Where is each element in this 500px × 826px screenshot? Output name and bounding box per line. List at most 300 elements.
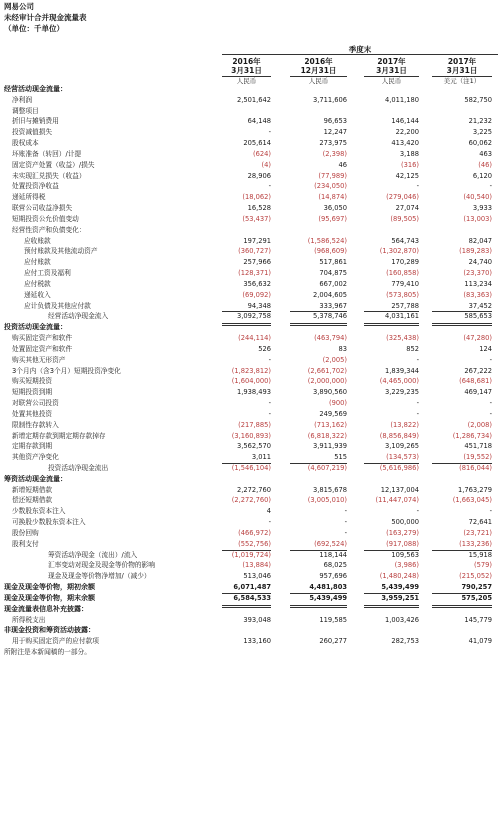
table-cell: (6,818,322) xyxy=(307,431,347,440)
table-cell: (23,370) xyxy=(463,269,492,278)
column-3-currency: 人民币 xyxy=(381,77,402,85)
table-cell: 4,031,161 xyxy=(384,312,419,321)
table-cell: 3,959,251 xyxy=(381,593,419,602)
table-cell: (128,371) xyxy=(238,269,271,278)
table-cell: 72,641 xyxy=(468,518,492,527)
table-row xyxy=(0,431,500,442)
table-cell: 170,289 xyxy=(391,258,419,267)
table-row xyxy=(0,539,500,550)
table-cell: 3,011 xyxy=(251,453,271,462)
table-row xyxy=(0,571,500,582)
table-cell: (3,160,893) xyxy=(231,431,271,440)
table-row xyxy=(0,495,500,506)
table-cell: 133,160 xyxy=(243,637,271,646)
row-label: 坏账准备（转回）/计提 xyxy=(12,149,82,158)
table-cell: (816,044) xyxy=(459,463,492,472)
table-cell: (13,003) xyxy=(463,214,492,223)
table-cell: - xyxy=(268,518,271,527)
table-row xyxy=(0,604,500,615)
table-row xyxy=(0,171,500,182)
row-label: 应计负债及其他应付款 xyxy=(24,301,91,310)
table-cell: (360,727) xyxy=(238,247,271,256)
row-label: 对联营公司投资 xyxy=(12,399,59,408)
table-cell: 957,696 xyxy=(319,572,347,581)
row-label: 少数股东资本注入 xyxy=(12,507,66,516)
table-row xyxy=(0,441,500,452)
table-cell: (1,019,724) xyxy=(231,550,271,559)
table-row xyxy=(0,333,500,344)
table-cell: - xyxy=(268,399,271,408)
table-cell: (900) xyxy=(329,399,347,408)
row-label: 偿还短期借款 xyxy=(12,496,53,505)
table-cell: (134,573) xyxy=(386,453,419,462)
table-cell: (244,114) xyxy=(238,334,271,343)
table-cell: 145,779 xyxy=(464,615,492,624)
cash-flow-table xyxy=(0,84,500,658)
table-cell: (579) xyxy=(474,561,492,570)
table-cell: 83 xyxy=(338,344,347,353)
table-cell: 1,763,279 xyxy=(457,485,492,494)
table-cell: 273,975 xyxy=(319,139,347,148)
table-row xyxy=(0,344,500,355)
table-cell: 260,277 xyxy=(319,637,347,646)
table-cell: 124 xyxy=(479,344,492,353)
table-cell: 585,653 xyxy=(464,312,492,321)
table-cell: 3,109,265 xyxy=(384,442,419,451)
row-label: 递延所得税 xyxy=(12,193,46,202)
table-row xyxy=(0,550,500,561)
table-cell: 27,074 xyxy=(395,204,419,213)
table-row xyxy=(0,268,500,279)
table-cell: 42,125 xyxy=(395,171,419,180)
table-cell: - xyxy=(416,507,419,516)
table-cell: 96,653 xyxy=(323,117,347,126)
period-group-rule xyxy=(222,54,498,55)
table-cell: 46 xyxy=(338,160,347,169)
table-cell: 3,911,939 xyxy=(312,442,347,451)
table-row xyxy=(0,485,500,496)
row-label: 限制性存款转入 xyxy=(12,420,59,429)
table-cell: 3,933 xyxy=(472,204,492,213)
table-cell: - xyxy=(268,409,271,418)
table-cell: 3,815,678 xyxy=(312,485,347,494)
table-cell: 12,137,004 xyxy=(380,485,419,494)
table-cell: (316) xyxy=(401,160,419,169)
table-row xyxy=(0,366,500,377)
table-row xyxy=(0,225,500,236)
table-row xyxy=(0,528,500,539)
table-cell: 779,410 xyxy=(391,279,419,288)
table-row xyxy=(0,625,500,636)
table-cell: (2,661,702) xyxy=(307,366,347,375)
table-cell: (4,465,000) xyxy=(379,377,419,386)
table-cell: 119,585 xyxy=(319,615,347,624)
table-row xyxy=(0,376,500,387)
table-cell: (1,604,000) xyxy=(231,377,271,386)
table-cell: 6,584,533 xyxy=(233,593,271,602)
row-label: 投资活动净现金流出 xyxy=(48,463,109,472)
table-cell: (77,989) xyxy=(318,171,347,180)
table-cell: 356,632 xyxy=(243,279,271,288)
table-cell: 41,079 xyxy=(468,637,492,646)
table-cell: 4,481,803 xyxy=(309,583,347,592)
table-cell: 197,291 xyxy=(243,236,271,245)
table-cell: (1,286,734) xyxy=(452,431,492,440)
table-cell: 1,839,344 xyxy=(384,366,419,375)
table-cell: 267,222 xyxy=(464,366,492,375)
table-cell: (1,586,524) xyxy=(307,236,347,245)
row-label: 短期投资公允价值变动 xyxy=(12,214,79,223)
row-label: 经营性资产和负债变化： xyxy=(12,225,86,234)
table-row xyxy=(0,181,500,192)
table-cell: - xyxy=(489,355,492,364)
table-cell: 146,144 xyxy=(391,117,419,126)
table-cell: 82,047 xyxy=(468,236,492,245)
table-cell: (573,805) xyxy=(386,290,419,299)
table-cell: 282,753 xyxy=(391,637,419,646)
table-cell: (69,092) xyxy=(242,290,271,299)
table-cell: 113,234 xyxy=(464,279,492,288)
row-label: 应收账款 xyxy=(24,236,51,245)
table-cell: (46) xyxy=(478,160,492,169)
table-row xyxy=(0,636,500,647)
table-row xyxy=(0,517,500,528)
table-cell: (53,437) xyxy=(242,214,271,223)
table-row xyxy=(0,246,500,257)
table-cell: 5,439,499 xyxy=(309,593,347,602)
column-4-currency: 美元（注1） xyxy=(443,77,481,85)
row-label: 净利润 xyxy=(12,95,33,104)
table-cell: 205,614 xyxy=(243,139,271,148)
row-label: 投资减值损失 xyxy=(12,128,53,137)
table-row xyxy=(0,149,500,160)
table-cell: (13,822) xyxy=(390,420,419,429)
table-row xyxy=(0,463,500,474)
table-cell: 2,004,605 xyxy=(312,290,347,299)
table-cell: 12,247 xyxy=(323,128,347,137)
table-cell: 469,147 xyxy=(464,388,492,397)
table-cell: (89,505) xyxy=(390,214,419,223)
period-group-header: 季度末 xyxy=(348,45,372,54)
table-cell: 37,452 xyxy=(468,301,492,310)
table-cell: (2,005) xyxy=(322,355,347,364)
table-cell: (11,447,074) xyxy=(375,496,419,505)
table-cell: - xyxy=(489,399,492,408)
row-label: 3个月内（含3个月）短期投资净变化 xyxy=(12,366,121,375)
table-cell: (19,552) xyxy=(463,453,492,462)
table-cell: 513,046 xyxy=(243,572,271,581)
table-cell: - xyxy=(268,355,271,364)
table-row xyxy=(0,420,500,431)
table-row xyxy=(0,236,500,247)
column-2-header-rule xyxy=(290,76,347,77)
table-cell: 16,528 xyxy=(247,204,271,213)
table-cell: 3,711,606 xyxy=(312,95,347,104)
table-row xyxy=(0,615,500,626)
row-label: 所附注是本新闻稿的一部分。 xyxy=(4,648,91,657)
row-label: 应付账款 xyxy=(24,258,51,267)
table-cell: - xyxy=(416,409,419,418)
table-cell: - xyxy=(416,399,419,408)
table-cell: (624) xyxy=(253,149,271,158)
column-2-date: 12月31日 xyxy=(300,66,337,75)
table-cell: (463,794) xyxy=(314,334,347,343)
row-label: 处置投资净收益 xyxy=(12,182,59,191)
table-cell: 6,120 xyxy=(472,171,492,180)
table-cell: (14,874) xyxy=(318,193,347,202)
row-label: 用于购买固定资产的应付款项 xyxy=(12,637,99,646)
table-cell: 118,144 xyxy=(319,550,347,559)
unit-note: （单位：千单位） xyxy=(4,24,64,33)
table-row xyxy=(0,560,500,571)
table-cell: - xyxy=(416,182,419,191)
column-3-year: 2017年 xyxy=(377,57,406,66)
table-cell: 3,890,560 xyxy=(312,388,347,397)
column-1-year: 2016年 xyxy=(232,57,261,66)
table-cell: 463 xyxy=(479,149,492,158)
table-cell: (5,616,986) xyxy=(379,463,419,472)
row-label: 现金及现金等价物，期末余额 xyxy=(4,593,95,602)
table-cell: - xyxy=(489,409,492,418)
table-cell: (2,000,000) xyxy=(307,377,347,386)
section-heading: 现金流量表信息补充披露： xyxy=(4,604,88,613)
table-row xyxy=(0,95,500,106)
row-label: 股份回购 xyxy=(12,528,39,537)
table-cell: - xyxy=(268,182,271,191)
table-cell: - xyxy=(416,355,419,364)
row-label: 筹资活动净现金（流出）/流入 xyxy=(48,550,138,559)
table-cell: (23,721) xyxy=(463,528,492,537)
table-cell: 852 xyxy=(406,344,419,353)
section-heading: 筹资活动现金流量： xyxy=(4,474,67,483)
table-cell: 393,048 xyxy=(243,615,271,624)
column-2-currency: 人民币 xyxy=(308,77,329,85)
table-row xyxy=(0,160,500,171)
row-label: 未实现汇兑损失（收益） xyxy=(12,171,86,180)
table-cell: (279,046) xyxy=(386,193,419,202)
table-cell: 526 xyxy=(258,344,271,353)
table-cell: 28,906 xyxy=(247,171,271,180)
table-cell: 6,071,487 xyxy=(233,583,271,592)
table-cell: 36,050 xyxy=(323,204,347,213)
table-cell: 575,205 xyxy=(461,593,492,602)
table-cell: 500,000 xyxy=(391,518,419,527)
table-cell: 515 xyxy=(334,453,347,462)
table-row xyxy=(0,127,500,138)
table-row xyxy=(0,257,500,268)
table-cell: 517,861 xyxy=(319,258,347,267)
table-cell: (13,884) xyxy=(242,561,271,570)
table-cell: (2,272,760) xyxy=(231,496,271,505)
table-row xyxy=(0,301,500,312)
table-cell: (1,302,870) xyxy=(379,247,419,256)
row-label: 应付税款 xyxy=(24,279,51,288)
table-cell: (325,438) xyxy=(386,334,419,343)
table-cell: - xyxy=(344,528,347,537)
column-1-date: 3月31日 xyxy=(231,66,262,75)
table-cell: (713,162) xyxy=(314,420,347,429)
table-cell: - xyxy=(344,518,347,527)
table-cell: 3,092,758 xyxy=(236,312,271,321)
table-cell: 68,025 xyxy=(323,561,347,570)
column-2-year: 2016年 xyxy=(304,57,333,66)
table-cell: (692,524) xyxy=(314,539,347,548)
row-label: 其他资产净变化 xyxy=(12,453,59,462)
table-cell: 413,420 xyxy=(391,139,419,148)
table-cell: 4,011,180 xyxy=(384,95,419,104)
section-heading: 投资活动现金流量： xyxy=(4,323,67,332)
table-cell: 60,062 xyxy=(468,139,492,148)
row-label: 应付工资及福利 xyxy=(24,269,71,278)
table-cell: 249,569 xyxy=(319,409,347,418)
table-cell: (1,823,812) xyxy=(231,366,271,375)
table-row xyxy=(0,409,500,420)
table-cell: 1,938,493 xyxy=(236,388,271,397)
row-label: 处置其他投资 xyxy=(12,409,53,418)
table-cell: 22,200 xyxy=(395,128,419,137)
table-cell: - xyxy=(489,507,492,516)
table-cell: 257,966 xyxy=(243,258,271,267)
table-row xyxy=(0,593,500,604)
company-name: 网易公司 xyxy=(4,2,34,11)
table-cell: (133,236) xyxy=(459,539,492,548)
row-label: 预付账款及其他流动资产 xyxy=(24,247,98,256)
table-cell: (234,050) xyxy=(314,182,347,191)
column-1-currency: 人民币 xyxy=(236,77,257,85)
table-cell: 1,003,426 xyxy=(384,615,419,624)
table-cell: (3,986) xyxy=(394,561,419,570)
row-label: 新增短期借款 xyxy=(12,485,53,494)
table-row xyxy=(0,279,500,290)
table-cell: (2,008) xyxy=(467,420,492,429)
row-label: 折旧与摊销费用 xyxy=(12,117,59,126)
table-row xyxy=(0,582,500,593)
table-cell: 3,229,235 xyxy=(384,388,419,397)
row-label: 所得税支出 xyxy=(12,615,46,624)
table-cell: 15,918 xyxy=(468,550,492,559)
table-cell: (8,856,849) xyxy=(379,431,419,440)
table-row xyxy=(0,398,500,409)
table-cell: 790,257 xyxy=(461,583,492,592)
table-cell: 704,875 xyxy=(319,269,347,278)
table-row xyxy=(0,106,500,117)
table-cell: (40,540) xyxy=(463,193,492,202)
table-row xyxy=(0,322,500,333)
table-row xyxy=(0,506,500,517)
table-row xyxy=(0,84,500,95)
table-cell: 564,743 xyxy=(391,236,419,245)
column-3-date: 3月31日 xyxy=(376,66,407,75)
row-label: 可换股少数股东资本注入 xyxy=(12,518,86,527)
row-label: 现金及现金等价物，期初余额 xyxy=(4,583,95,592)
table-cell: (1,663,045) xyxy=(452,496,492,505)
table-cell: (217,885) xyxy=(238,420,271,429)
column-4-year: 2017年 xyxy=(447,57,477,66)
table-row xyxy=(0,355,500,366)
column-4-date: 3月31日 xyxy=(446,66,478,75)
table-row xyxy=(0,192,500,203)
row-label: 汇率变动对现金及现金等价物的影响 xyxy=(48,561,155,570)
table-cell: (2,398) xyxy=(322,149,347,158)
table-cell: 24,740 xyxy=(468,258,492,267)
table-cell: 333,967 xyxy=(319,301,347,310)
row-label: 新增定期存款到期定期存款掉存 xyxy=(12,431,106,440)
table-cell: 4 xyxy=(266,507,271,516)
table-row xyxy=(0,214,500,225)
table-cell: (3,005,010) xyxy=(307,496,347,505)
table-cell: (466,972) xyxy=(238,528,271,537)
table-cell: - xyxy=(268,128,271,137)
table-cell: 582,750 xyxy=(464,95,492,104)
column-1-header-rule xyxy=(222,76,271,77)
table-cell: (1,546,104) xyxy=(231,463,271,472)
row-label: 短期投资到期 xyxy=(12,388,53,397)
row-label: 处置固定资产和软件 xyxy=(12,344,73,353)
table-cell: 257,788 xyxy=(391,301,419,310)
table-cell: 5,439,499 xyxy=(381,583,419,592)
row-label: 定期存款到期 xyxy=(12,442,53,451)
table-cell: (215,052) xyxy=(459,572,492,581)
table-cell: (95,697) xyxy=(318,214,347,223)
row-label: 股权成本 xyxy=(12,139,39,148)
table-row xyxy=(0,474,500,485)
table-cell: (1,480,248) xyxy=(379,572,419,581)
table-cell: (648,681) xyxy=(459,377,492,386)
column-4-header-rule xyxy=(432,76,492,77)
table-cell: (4,607,219) xyxy=(307,463,347,472)
table-row xyxy=(0,203,500,214)
row-label: 现金及现金等价物净增加/（减少） xyxy=(48,572,151,581)
table-cell: (917,088) xyxy=(386,539,419,548)
table-row xyxy=(0,387,500,398)
row-label: 经营活动净现金流入 xyxy=(48,312,109,321)
row-label: 购买短期投资 xyxy=(12,377,53,386)
table-row xyxy=(0,647,500,658)
table-cell: (160,858) xyxy=(386,269,419,278)
table-cell: (189,283) xyxy=(459,247,492,256)
table-row xyxy=(0,290,500,301)
table-row xyxy=(0,138,500,149)
table-cell: (968,609) xyxy=(314,247,347,256)
table-cell: 451,718 xyxy=(464,442,492,451)
table-row xyxy=(0,116,500,127)
row-label: 股利支付 xyxy=(12,539,39,548)
row-label: 递延收入 xyxy=(24,290,51,299)
table-cell: 109,563 xyxy=(391,550,419,559)
row-label: 调整项目 xyxy=(12,106,39,115)
table-row xyxy=(0,311,500,322)
table-cell: 21,232 xyxy=(468,117,492,126)
table-cell: 3,562,570 xyxy=(236,442,271,451)
table-cell: 5,378,746 xyxy=(312,312,347,321)
table-cell: (552,756) xyxy=(238,539,271,548)
row-label: 购买固定资产和软件 xyxy=(12,334,73,343)
column-3-header-rule xyxy=(364,76,419,77)
table-cell: 3,188 xyxy=(399,149,419,158)
section-heading: 非现金投资和筹资活动披露： xyxy=(4,626,95,635)
table-cell: (163,279) xyxy=(386,528,419,537)
table-cell: (47,280) xyxy=(463,334,492,343)
statement-title: 未经审计合并现金流量表 xyxy=(4,13,87,22)
table-cell: 64,148 xyxy=(247,117,271,126)
table-cell: (4) xyxy=(261,160,271,169)
row-label: 固定资产处置（收益）/损失 xyxy=(12,160,95,169)
table-cell: - xyxy=(344,507,347,516)
table-cell: 2,501,642 xyxy=(236,95,271,104)
table-row xyxy=(0,452,500,463)
table-cell: 2,272,760 xyxy=(236,485,271,494)
table-cell: - xyxy=(489,182,492,191)
